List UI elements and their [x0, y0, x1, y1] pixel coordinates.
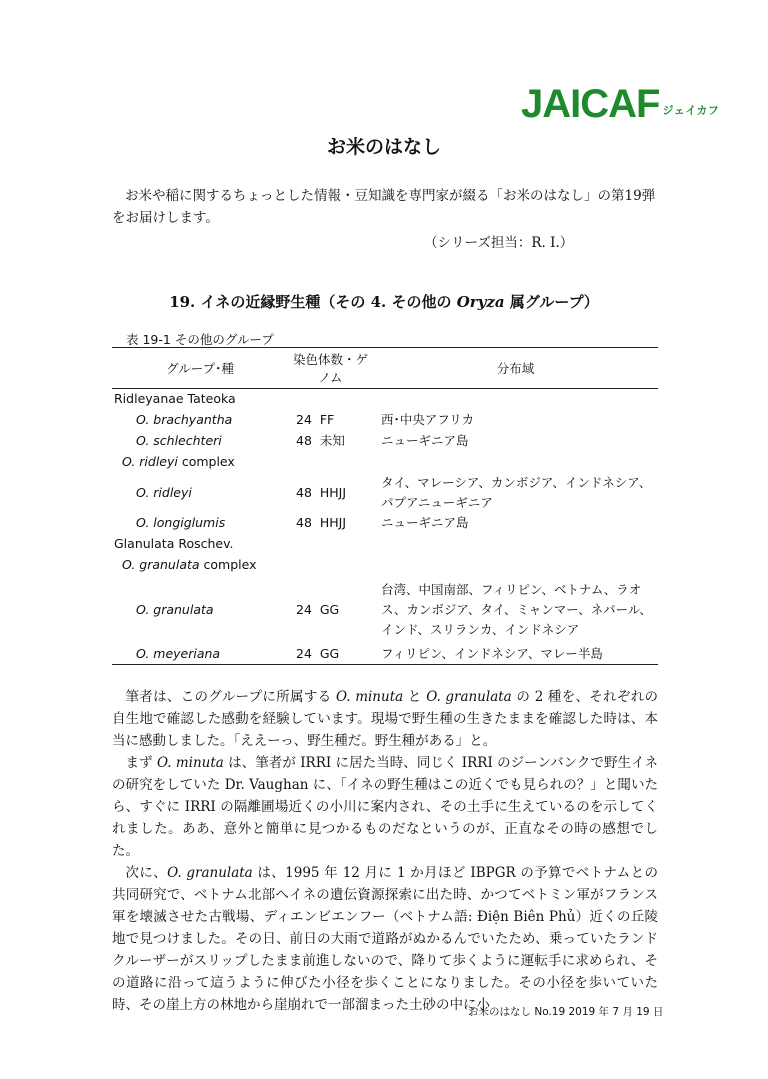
cell-chromosome: [288, 534, 373, 555]
table-body: [112, 389, 658, 665]
species-name: O. minuta: [336, 689, 404, 705]
cell-distribution: [373, 534, 658, 555]
page-footer: お米のはなし No.19 2019 年 7 月 19 日: [468, 1006, 664, 1018]
cell-distribution: [373, 555, 658, 576]
cell-distribution: [373, 452, 658, 473]
table-row: [112, 452, 658, 473]
heading-prefix: 19. イネの近縁野生種（その 4. その他の: [169, 293, 457, 311]
body-text: [112, 686, 658, 1016]
cell-group-species: O. ridleyi: [136, 484, 192, 500]
body-paragraph: [112, 862, 658, 1016]
table-row: [112, 389, 658, 410]
cell-group-species: O. longiglumis: [136, 515, 226, 530]
complex-suffix: complex: [177, 454, 235, 469]
cell-chromosome: [288, 452, 373, 473]
header-distribution: 分布域: [373, 348, 658, 389]
cell-group-species: O. brachyantha: [136, 412, 233, 427]
cell-group-species: O. granulata: [136, 601, 214, 617]
cell-distribution: ニューギニア島: [381, 515, 469, 530]
body-paragraph: [112, 752, 658, 862]
table-row: [112, 644, 658, 665]
cell-chromosome: 24 GG: [296, 601, 340, 617]
table-header-row: [112, 348, 658, 389]
intro-paragraph: [112, 185, 656, 229]
complex-name: O. ridleyi: [122, 454, 178, 469]
body-text-run: と: [403, 689, 427, 705]
logo-wordmark: JAICAF: [521, 82, 660, 126]
table-row: [112, 513, 658, 534]
cell-group-species: [112, 452, 288, 473]
cell-chromosome: 24 FF: [296, 412, 335, 427]
section-heading: [0, 291, 768, 312]
page-title: お米のはなし: [326, 136, 441, 158]
table-row: [112, 534, 658, 555]
cell-group-species: [112, 555, 288, 576]
cell-group-species: Glanulata Roschev.: [114, 536, 234, 551]
cell-chromosome: [288, 389, 373, 410]
table-row: [112, 555, 658, 576]
heading-suffix: 属グループ）: [504, 293, 599, 311]
table-row: [112, 431, 658, 452]
cell-chromosome: 48 未知: [296, 433, 345, 448]
cell-distribution: タイ、マレーシア、カンボジア、インドネシア、パプアニューギニア: [381, 474, 652, 510]
cell-distribution: ニューギニア島: [381, 433, 469, 448]
cell-distribution: 台湾、中国南部、フィリピン、ベトナム、ラオス、カンボジア、タイ、ミャンマー、ネパール、インド、スリランカ、インドネシア: [381, 581, 652, 637]
cell-chromosome: 24 GG: [288, 644, 373, 665]
cell-group-species: O. meyeriana: [112, 644, 288, 665]
header-group: グループ･種: [112, 348, 288, 389]
intro-text: お米や稲に関するちょっとした情報・豆知識を専門家が綴る「お米のはなし」の第19弾をお届けします。: [112, 188, 656, 226]
body-text-run: の 2 種を、それぞれの自生地で確認した感動を経験しています。現場で野生種の生きたままを確認した時は、本当に感動しました。「ええーっ、野生種だ。野生種がある」と。: [112, 689, 659, 749]
cell-chromosome: [288, 555, 373, 576]
body-text-run: は、筆者が IRRI に居た当時、同じく IRRI のジーンバンクで野生イネの研究をしていた Dr. Vaughan に、「イネの野生種はこの近くでも見られの？」と聞いたら、すぐに IRRI の隔離圃場近くの小川に案内され、その土手に生えているのを示してくれました。ああ、意外と簡単に見つかるものだなというのが、正直なその時の感想でした。: [112, 755, 659, 859]
species-name: O. granulata: [426, 689, 512, 705]
body-text-run: 筆者は、このグループに所属する: [125, 689, 337, 705]
body-text-run: まず: [125, 755, 157, 771]
series-credit: （シリーズ担当：R. I.）: [424, 235, 574, 251]
cell-distribution: フィリピン、インドネシア、マレー半島: [373, 644, 658, 665]
cell-group-species: O. schlechteri: [136, 433, 222, 448]
body-text-run: 次に、: [125, 865, 168, 881]
heading-genus: Oryza: [456, 293, 505, 311]
cell-chromosome: 48 HHJJ: [296, 484, 347, 500]
cell-distribution: 西･中央アフリカ: [381, 412, 475, 427]
species-name: O. granulata: [167, 865, 253, 881]
body-text-run: は、1995 年 12 月に 1 か月ほど IBPGR の予算でベトナムとの共同研究で、ベトナム北部へイネの遺伝資源探索に出た時、かつてベトミン軍がフランス軍を壊滅させた古戦場、ディエンビエンフー（ベトナム語: Điện Biên Phủ）近くの丘陵地で見つけました。その日、前日の大雨で道路がぬかるんでいたため、乗っていたランドクルーザーがスリップしたまま前進しないので、降りて歩くように運転手に求められ、その道路に沿って這うように伸びた小径を歩くことになりました。その小径を歩いていた時、その崖上方の林地から崖崩れで一部溜まった土砂の中に小: [112, 865, 659, 1013]
table-row: [112, 576, 658, 644]
cell-group-species: Ridleyanae Tateoka: [114, 391, 236, 407]
logo-katakana: ジェイカフ: [662, 104, 720, 117]
cell-chromosome: 48 HHJJ: [296, 515, 347, 530]
jaicaf-logo: [521, 84, 719, 124]
table-caption: 表 19-1 その他のグループ: [126, 332, 274, 347]
table-row: [112, 410, 658, 431]
table-row: [112, 473, 658, 513]
species-name: O. minuta: [156, 755, 224, 771]
complex-suffix: complex: [199, 557, 257, 572]
header-chromosome: 染色体数・ゲノム: [288, 348, 373, 389]
cell-distribution: [373, 389, 658, 410]
species-table: [112, 347, 658, 665]
body-paragraph: [112, 686, 658, 752]
complex-name: O. granulata: [122, 557, 200, 572]
